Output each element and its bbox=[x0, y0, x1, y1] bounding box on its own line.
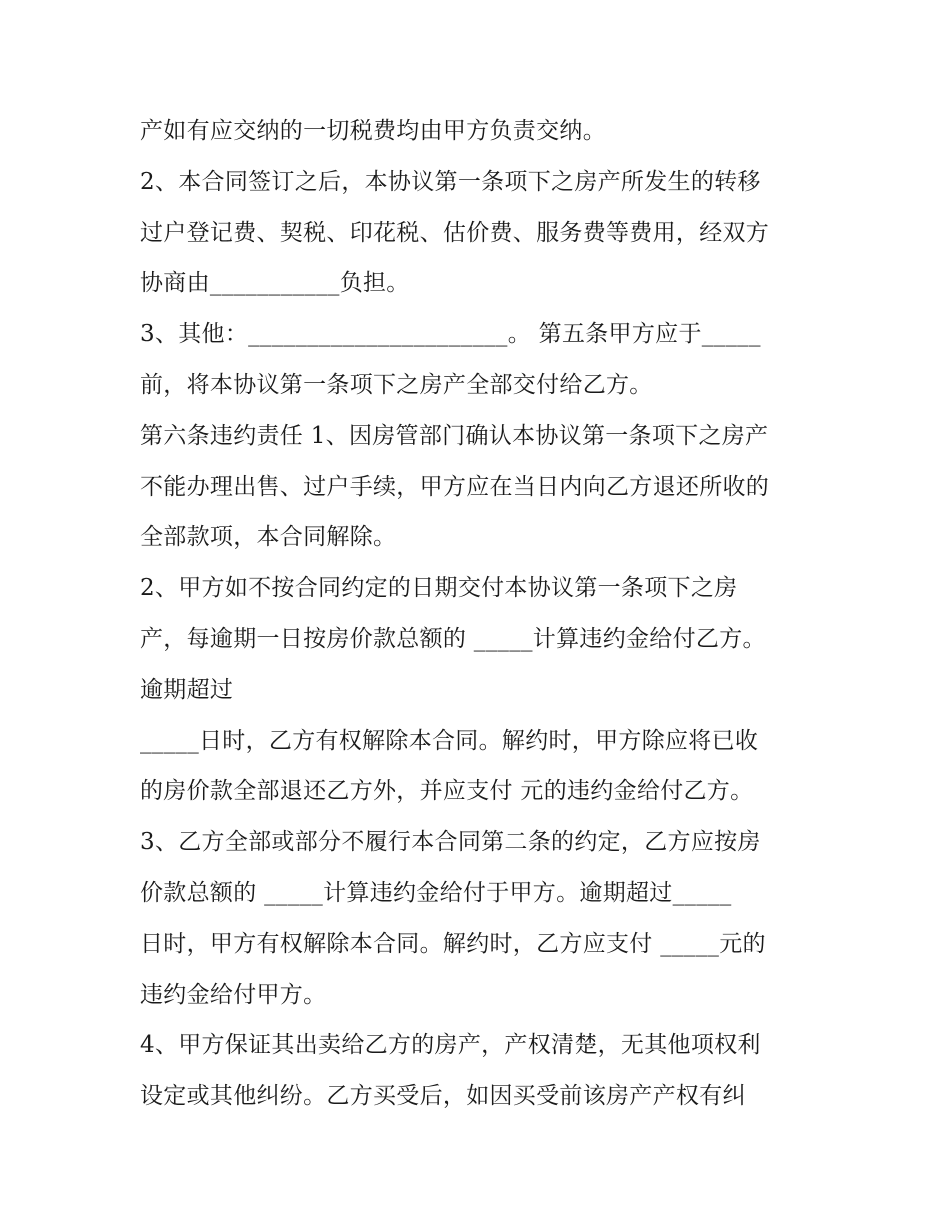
document-line: _____日时，乙方有权解除本合同。解约时，甲方除应将已收 bbox=[140, 727, 759, 754]
document-line: 2、本合同签订之后，本协议第一条项下之房产所发生的转移 bbox=[140, 168, 761, 195]
document-line: 不能办理出售、过户手续，甲方应在当日内向乙方退还所收的 bbox=[140, 473, 770, 500]
document-line: 的房价款全部退还乙方外，并应支付 元的违约金给付乙方。 bbox=[140, 778, 754, 805]
document-line: 产如有应交纳的一切税费均由甲方负责交纳。 bbox=[140, 118, 606, 144]
document-line: 产，每逾期一日按房价款总额的 _____计算违约金给付乙方。 bbox=[140, 625, 766, 652]
document-line: 过户登记费、契税、印花税、估价费、服务费等费用，经双方 bbox=[140, 219, 770, 246]
document-line: 全部款项，本合同解除。 bbox=[140, 524, 397, 551]
document-line: 4、甲方保证其出卖给乙方的房产，产权清楚，无其他项权利 bbox=[140, 1032, 761, 1059]
document-line: 3、其他：______________________。 第五条甲方应于_____ bbox=[140, 321, 761, 348]
document-line: 第六条违约责任 1、因房管部门确认本协议第一条项下之房产 bbox=[140, 422, 769, 449]
document-line: 协商由___________负担。 bbox=[140, 270, 410, 297]
document-line: 日时，甲方有权解除本合同。解约时，乙方应支付 _____元的 bbox=[140, 930, 766, 957]
document-line: 2、甲方如不按合同约定的日期交付本协议第一条项下之房 bbox=[140, 575, 738, 602]
document-line: 价款总额的 _____计算违约金给付于甲方。逾期超过_____ bbox=[140, 879, 732, 906]
document-line: 前，将本协议第一条项下之房产全部交付给乙方。 bbox=[140, 371, 653, 398]
document-body bbox=[140, 106, 840, 1122]
document-line: 逾期超过 bbox=[140, 676, 234, 703]
document-line: 3、乙方全部或部分不履行本合同第二条的约定，乙方应按房 bbox=[140, 829, 761, 856]
document-line: 违约金给付甲方。 bbox=[140, 981, 327, 1008]
document-line: 设定或其他纠纷。乙方买受后，如因买受前该房产产权有纠 bbox=[140, 1083, 746, 1110]
